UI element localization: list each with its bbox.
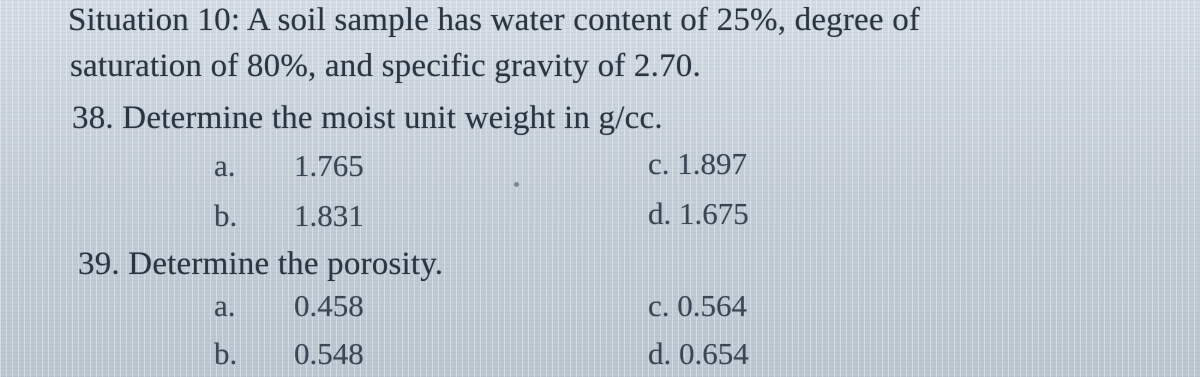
option-value: 1.897 [677,146,748,181]
option-value: 0.458 [294,288,364,323]
q38-option-b [214,198,364,234]
question-38-text: 38. Determine the moist unit weight in g/cc. [72,100,663,136]
option-letter: c. [648,146,670,181]
option-value: 1.675 [679,196,749,231]
q38-option-c [648,146,747,182]
situation-line-2: saturation of 80%, and specific gravity of 2.70. [70,48,701,84]
q39-option-c [648,288,747,324]
question-39-text: 39. Determine the porosity. [78,246,444,282]
option-letter: d. [648,196,672,231]
option-letter: b. [214,198,238,233]
option-value: 1.831 [294,198,364,233]
situation-line-1: Situation 10: A soil sample has water content of 25%, degree of [68,2,921,38]
option-value: 0.548 [294,336,364,371]
option-letter: d. [648,336,672,371]
option-letter: a. [214,148,236,183]
q38-option-d [648,196,749,232]
option-value: 1.765 [294,148,364,183]
stray-dot [514,182,519,187]
option-letter: c. [648,288,670,323]
option-letter: b. [214,336,238,371]
q38-option-a [214,148,364,184]
option-value: 0.654 [679,336,749,371]
option-letter: a. [214,288,236,323]
q39-option-b [214,336,364,372]
option-value: 0.564 [677,288,748,323]
q39-option-a [214,288,364,324]
q39-option-d [648,336,749,372]
